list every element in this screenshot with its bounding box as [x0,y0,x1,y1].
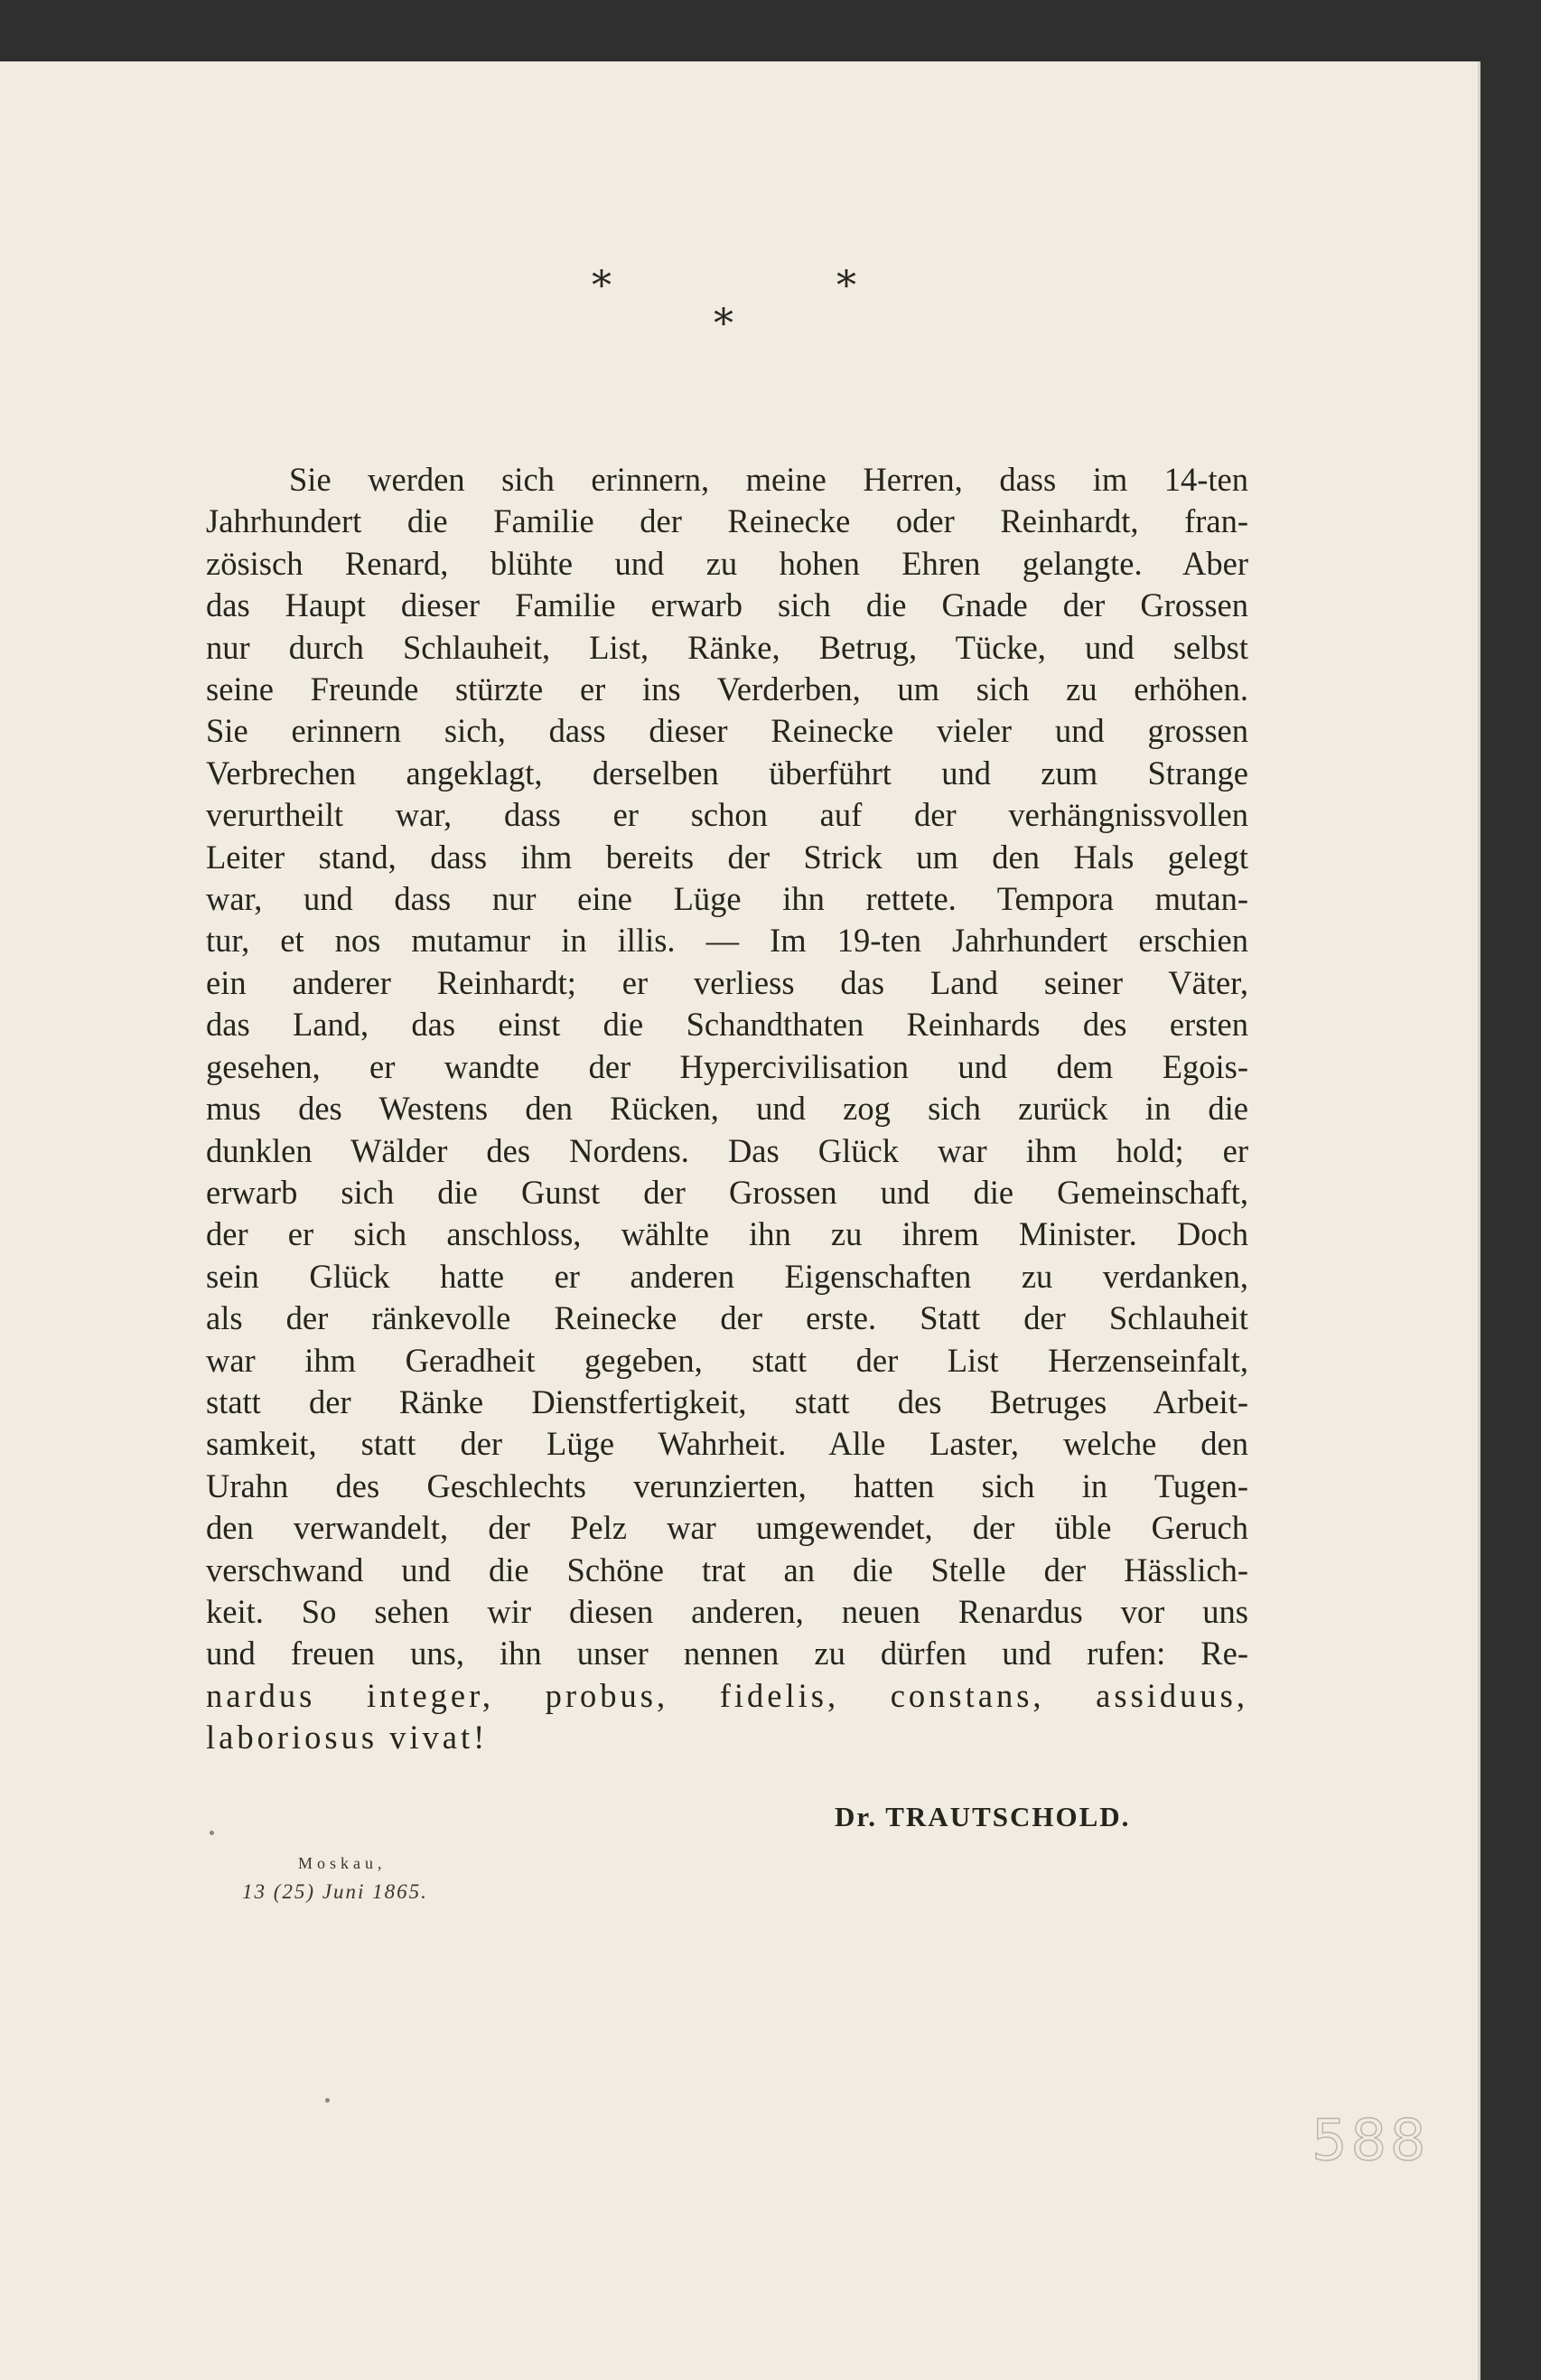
ink-speck [325,2098,330,2103]
text-line: Jahrhundert die Familie der Reinecke oder Reinhardt, fran- [206,502,1248,540]
body-text [206,459,1248,1759]
place-line: Moskau, [298,1854,387,1872]
text-line: keit. So sehen wir diesen anderen, neuen Renardus vor uns [206,1592,1248,1630]
pencil-page-number: 588 [1312,2107,1430,2173]
text-line: tur, et nos mutamur in illis. — Im 19-ten Jahrhundert erschien [206,922,1248,960]
text-line: den verwandelt, der Pelz war umgewendet, der üble Geruch [206,1509,1248,1547]
text-line: gesehen, er wandte der Hypercivilisation und dem Egois- [206,1047,1248,1085]
text-line: Leiter stand, dass ihm bereits der Strick um den Hals gelegt [206,838,1248,876]
text-line: das Land, das einst die Schandthaten Reinhards des ersten [206,1006,1248,1044]
text-line: Sie werden sich erinnern, meine Herren, dass im 14-ten [289,461,1248,498]
ornament-star-left: * [592,263,612,309]
text-line: statt der Ränke Dienstfertigkeit, statt des Betruges Arbeit- [206,1382,1248,1420]
text-line: laboriosus vivat! [206,1719,489,1757]
document-page [0,61,1480,2380]
text-line: mus des Westens den Rücken, und zog sich zurück in die [206,1090,1248,1128]
text-line: als der ränkevolle Reinecke der erste. Statt der Schlauheit [206,1299,1248,1337]
ornament-star-right: * [836,263,856,309]
text-line: und freuen uns, ihn unser nennen zu dürfen und rufen: Re- [206,1635,1248,1673]
text-line: Urahn des Geschlechts verunzierten, hatten sich in Tugen- [206,1466,1248,1504]
text-line: samkeit, statt der Lüge Wahrheit. Alle Laster, welche den [206,1425,1248,1463]
text-line: war ihm Geradheit gegeben, statt der List Herzenseinfalt, [206,1341,1248,1379]
ornament-star-bottom: * [714,301,733,347]
text-line: Sie erinnern sich, dass dieser Reinecke vieler und grossen [206,712,1248,750]
text-line: seine Freunde stürzte er ins Verderben, um sich zu erhöhen. [206,670,1248,708]
ink-speck [210,1831,214,1835]
text-line: dunklen Wälder des Nordens. Das Glück war ihm hold; er [206,1131,1248,1169]
text-line: zösisch Renard, blühte und zu hohen Ehren gelangte. Aber [206,544,1248,582]
text-line: das Haupt dieser Familie erwarb sich die Gnade der Grossen [206,586,1248,624]
text-line: verschwand und die Schöne trat an die Stelle der Hässlich- [206,1551,1248,1588]
text-line: sein Glück hatte er anderen Eigenschaften zu verdanken, [206,1257,1248,1295]
text-line: nur durch Schlauheit, List, Ränke, Betrug, Tücke, und selbst [206,628,1248,666]
text-line: Verbrechen angeklagt, derselben überführt und zum Strange [206,754,1248,792]
text-line: der er sich anschloss, wählte ihn zu ihrem Minister. Doch [206,1215,1248,1253]
text-line: nardus integer, probus, fidelis, constans, assiduus, [206,1676,1248,1714]
date-line: 13 (25) Juni 1865. [242,1880,428,1903]
text-line: verurtheilt war, dass er schon auf der verhängnissvollen [206,796,1248,834]
text-line: war, und dass nur eine Lüge ihn rettete. Tempora mutan- [206,880,1248,918]
author-signature: Dr. TRAUTSCHOLD. [835,1801,1131,1832]
text-line: ein anderer Reinhardt; er verliess das Land seiner Väter, [206,963,1248,1001]
text-line: erwarb sich die Gunst der Grossen und die Gemeinschaft, [206,1173,1248,1211]
